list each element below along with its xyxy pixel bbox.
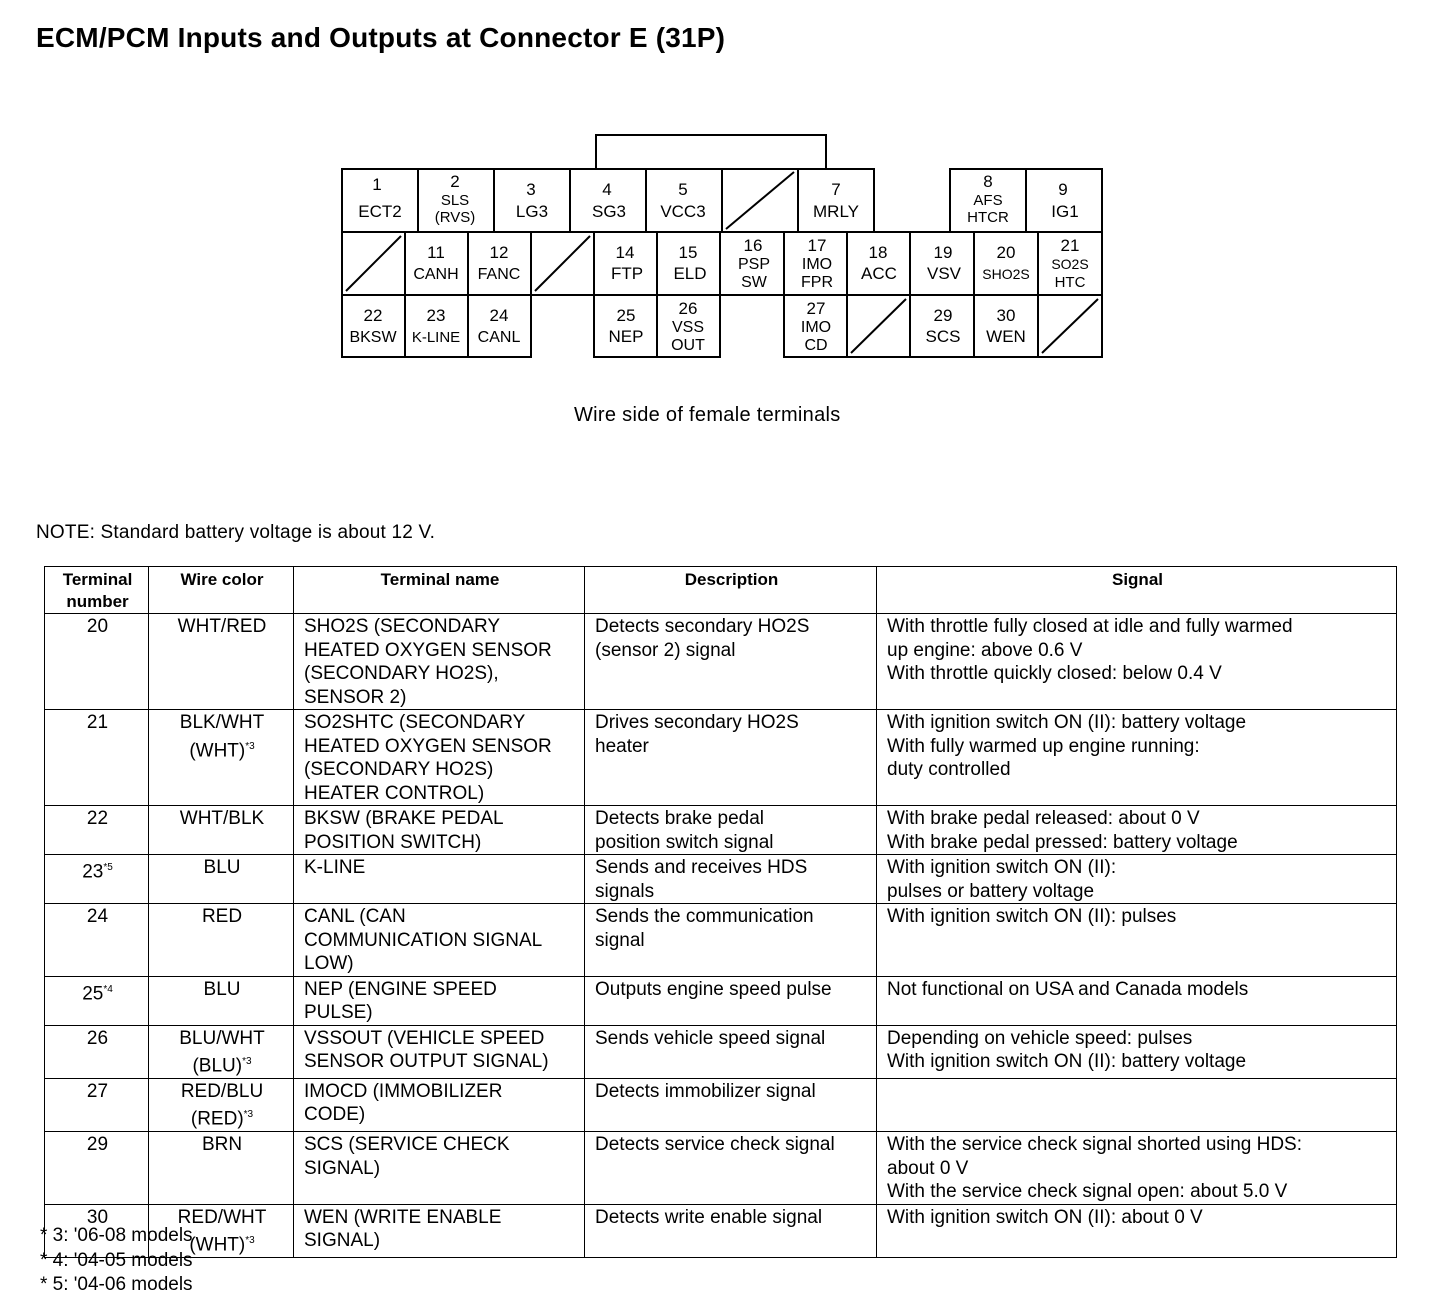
cell-terminal-name-text: SCS (SERVICE CHECK SIGNAL) — [304, 1134, 510, 1179]
pin-27-code: IMO — [800, 319, 832, 336]
cell-wire-color-text: BLU/WHT (BLU) — [179, 1027, 265, 1077]
table-row — [45, 614, 1397, 710]
footnote-marker: *3 — [243, 1109, 254, 1121]
pin-4-number: 4 — [602, 180, 612, 199]
pin-23-code: K-LINE — [411, 329, 461, 346]
table-header-row — [45, 567, 1397, 614]
cell-description — [585, 1078, 877, 1131]
pin-15-code: ELD — [673, 264, 707, 283]
cell-terminal-number — [45, 710, 149, 806]
cell-wire-color-text: BLU — [203, 978, 241, 1000]
pin-23-number: 23 — [426, 306, 446, 325]
cell-terminal-name — [294, 710, 585, 806]
cell-wire-color-text: RED/BLU (RED) — [180, 1080, 264, 1130]
cell-description — [585, 710, 877, 806]
table-row — [45, 976, 1397, 1025]
cell-description-text: Sends the communication signal — [595, 906, 814, 951]
pin-12-code: FANC — [477, 266, 521, 283]
pin-20-code: SHO2S — [982, 266, 1030, 282]
cell-signal — [877, 855, 1397, 904]
pin-8-number: 8 — [983, 172, 993, 191]
table-body — [45, 614, 1397, 1258]
cell-signal-text: Depending on vehicle speed: pulses With ignition switch ON (II): battery voltage — [887, 1027, 1247, 1072]
cell-terminal-name-text: VSSOUT (VEHICLE SPEED SENSOR OUTPUT SIGNAL) — [304, 1027, 549, 1072]
cell-terminal-number — [45, 1078, 149, 1131]
cell-description — [585, 806, 877, 855]
pin-8-code2: HTCR — [967, 209, 1009, 226]
cavity-11 — [405, 232, 468, 295]
pin-3-number: 3 — [526, 180, 536, 199]
cell-signal — [877, 904, 1397, 977]
cell-terminal-number-text: 20 — [86, 616, 109, 637]
pin-22-code: BKSW — [349, 329, 397, 346]
cell-description-text: Detects write enable signal — [595, 1206, 823, 1228]
cell-terminal-name — [294, 614, 585, 710]
pin-25-code: NEP — [608, 327, 644, 346]
cell-terminal-number-text: 29 — [86, 1134, 109, 1156]
cell-wire-color-text: BLU — [203, 857, 241, 878]
table-row — [45, 904, 1397, 977]
cell-terminal-number — [45, 1132, 149, 1205]
pin-7-code: MRLY — [813, 202, 859, 221]
cell-signal — [877, 614, 1397, 710]
cell-terminal-number — [45, 1025, 149, 1078]
connector-lock-tab — [596, 135, 826, 169]
footnote-3: * 3: '06-08 models — [40, 1225, 193, 1246]
cell-wire-color — [149, 1025, 294, 1078]
pin-19-code: VSV — [926, 264, 962, 283]
table-row — [45, 1078, 1397, 1131]
cell-terminal-name-text: SHO2S (SECONDARY HEATED OXYGEN SENSOR (SECONDARY HO2S), SENSOR 2) — [304, 616, 552, 708]
pin-26-code: VSS — [671, 319, 705, 336]
cell-signal — [877, 976, 1397, 1025]
cell-terminal-number-text: 25 — [82, 982, 104, 1004]
cell-terminal-name-text: BKSW (BRAKE PEDAL POSITION SWITCH) — [304, 808, 504, 853]
cell-terminal-number — [45, 904, 149, 977]
cell-terminal-number — [45, 976, 149, 1025]
cell-description-text: Drives secondary HO2S heater — [595, 712, 799, 757]
pin-30-number: 30 — [996, 306, 1016, 325]
pin-17-code: IMO — [801, 256, 833, 273]
pin-1-number: 1 — [372, 175, 382, 194]
cell-terminal-number-text: 30 — [86, 1206, 109, 1228]
pin-29-number: 29 — [933, 306, 953, 325]
cavity-22 — [342, 295, 405, 357]
cell-signal — [877, 1025, 1397, 1078]
footnote-5: * 5: '04-06 models — [40, 1274, 193, 1295]
pin-2-number: 2 — [450, 172, 460, 191]
cell-terminal-name-text: SO2SHTC (SECONDARY HEATED OXYGEN SENSOR (SECONDARY HO2S) HEATER CONTROL) — [304, 712, 552, 804]
pin-15-number: 15 — [678, 243, 698, 262]
pin-16-number: 16 — [743, 236, 763, 255]
pin-29-code: SCS — [925, 327, 961, 346]
table-row — [45, 1025, 1397, 1078]
cell-description-text: Outputs engine speed pulse — [595, 978, 832, 1000]
cell-terminal-name — [294, 855, 585, 904]
pin-25-number: 25 — [616, 306, 636, 325]
pin-3-code: LG3 — [515, 202, 549, 221]
cavity-4 — [570, 169, 646, 232]
cell-description — [585, 614, 877, 710]
cell-terminal-number-text: 26 — [86, 1027, 109, 1049]
cell-terminal-name — [294, 1025, 585, 1078]
cavity-9 — [1026, 169, 1102, 232]
cell-terminal-number-text: 24 — [86, 906, 109, 927]
cell-wire-color — [149, 976, 294, 1025]
header-terminal-name: Terminal name — [294, 567, 585, 614]
table-row — [45, 1132, 1397, 1205]
footnotes — [40, 1224, 193, 1298]
cell-signal — [877, 1078, 1397, 1131]
pin-11-code: CANH — [413, 266, 459, 283]
footnote-marker: *4 — [103, 983, 113, 995]
table-row — [45, 1204, 1397, 1257]
cell-wire-color-text: BLK/WHT (WHT) — [179, 712, 265, 761]
cell-wire-color-text: WHT/RED — [177, 616, 267, 637]
cell-terminal-number-text: 22 — [86, 808, 109, 829]
pin-21-number: 21 — [1060, 236, 1080, 255]
pin-17-number: 17 — [807, 236, 827, 255]
cell-description-text: Sends and receives HDS signals — [595, 857, 808, 902]
connector-caption: Wire side of female terminals — [574, 404, 841, 426]
io-table — [44, 566, 1397, 1258]
pin-26-number: 26 — [678, 299, 698, 318]
cell-terminal-name — [294, 904, 585, 977]
cavity-30 — [974, 295, 1038, 357]
cell-signal-text: With ignition switch ON (II): battery voltage With fully warmed up engine running: duty controlled — [887, 712, 1247, 780]
pin-9-code: IG1 — [1051, 202, 1079, 221]
cell-signal — [877, 806, 1397, 855]
pin-27-code2: CD — [804, 337, 828, 354]
cell-terminal-number — [45, 855, 149, 904]
cell-description — [585, 1204, 877, 1257]
header-terminal-number: Terminal number — [45, 567, 149, 614]
cell-wire-color — [149, 1078, 294, 1131]
pin-5-number: 5 — [678, 180, 688, 199]
cell-wire-color-text: BRN — [201, 1134, 243, 1156]
cell-terminal-number-text: 23 — [82, 861, 104, 883]
cell-description-text: Detects immobilizer signal — [595, 1080, 816, 1102]
cell-signal-text: With the service check signal shorted using HDS: about 0 V With the service check signal open: about 5.0 V — [887, 1134, 1303, 1203]
cell-terminal-name-text: IMOCD (IMMOBILIZER CODE) — [304, 1080, 503, 1126]
cell-wire-color-text: WHT/BLK — [179, 808, 265, 829]
cell-terminal-name — [294, 1078, 585, 1131]
cell-terminal-name-text: K-LINE — [304, 857, 366, 878]
pin-4-code: SG3 — [591, 202, 627, 221]
cell-terminal-number-text: 21 — [86, 712, 109, 733]
pin-16-code: PSP — [737, 256, 771, 273]
cell-terminal-name-text: NEP (ENGINE SPEED PULSE) — [304, 978, 497, 1023]
pin-7-number: 7 — [831, 180, 841, 199]
cell-terminal-name — [294, 976, 585, 1025]
pin-19-number: 19 — [933, 243, 953, 262]
pin-2-code2: (RVS) — [434, 209, 476, 226]
cell-wire-color — [149, 1132, 294, 1205]
battery-note: NOTE: Standard battery voltage is about 12 V. — [36, 522, 436, 543]
cell-wire-color — [149, 855, 294, 904]
pin-22-number: 22 — [363, 306, 383, 325]
cell-signal-text: With ignition switch ON (II): pulses or battery voltage — [887, 857, 1117, 902]
cell-wire-color — [149, 614, 294, 710]
cavity-29 — [910, 295, 974, 357]
cell-terminal-number — [45, 614, 149, 710]
pin-24-code: CANL — [477, 329, 521, 346]
cell-signal-text: With throttle fully closed at idle and fully warmed up engine: above 0.6 V With throttle quickly closed: below 0.4 V — [887, 616, 1293, 684]
pin-27-number: 27 — [806, 299, 826, 318]
pin-14-number: 14 — [615, 243, 635, 262]
cell-terminal-name — [294, 1204, 585, 1257]
cavity-25 — [594, 295, 657, 357]
pin-8-code: AFS — [973, 192, 1003, 209]
table-row — [45, 710, 1397, 806]
cell-wire-color — [149, 904, 294, 977]
pin-20-number: 20 — [996, 243, 1016, 262]
connector-diagram — [0, 0, 1440, 400]
table-row — [45, 855, 1397, 904]
cavity-5 — [646, 169, 722, 232]
cell-terminal-name-text: CANL (CAN COMMUNICATION SIGNAL LOW) — [304, 906, 543, 974]
cell-wire-color-text: RED — [201, 906, 243, 927]
pin-21-code: SO2S — [1051, 256, 1089, 272]
cell-terminal-name — [294, 806, 585, 855]
pin-21-code2: HTC — [1054, 274, 1086, 291]
cell-signal-text: Not functional on USA and Canada models — [887, 978, 1249, 1000]
cell-wire-color — [149, 710, 294, 806]
pin-14-code: FTP — [610, 264, 644, 283]
header-signal: Signal — [877, 567, 1397, 614]
cell-description — [585, 855, 877, 904]
cavity-23 — [405, 295, 468, 357]
cell-description — [585, 1132, 877, 1205]
cell-description-text: Detects secondary HO2S (sensor 2) signal — [595, 616, 810, 661]
page-title: ECM/PCM Inputs and Outputs at Connector E (31P) — [36, 22, 726, 53]
header-wire-color: Wire color — [149, 567, 294, 614]
cell-description-text: Sends vehicle speed signal — [595, 1027, 826, 1049]
footnote-marker: *3 — [245, 740, 255, 752]
footnote-marker: *5 — [103, 862, 113, 873]
cell-signal — [877, 1204, 1397, 1257]
cavity-20 — [974, 232, 1038, 295]
cell-terminal-number-text: 27 — [86, 1080, 109, 1102]
cavity-3 — [494, 169, 570, 232]
cell-signal-text: With ignition switch ON (II): about 0 V — [887, 1206, 1203, 1228]
cell-signal-text: With brake pedal released: about 0 V With brake pedal pressed: battery voltage — [887, 808, 1238, 853]
pin-12-number: 12 — [489, 243, 509, 262]
table-row — [45, 806, 1397, 855]
cavity-24 — [468, 295, 531, 357]
footnote-4: * 4: '04-05 models — [40, 1249, 193, 1271]
cavity-7 — [798, 169, 874, 232]
pin-18-code: ACC — [861, 264, 897, 283]
footnote-marker: *3 — [245, 1235, 255, 1247]
footnote-marker: *3 — [242, 1056, 252, 1067]
pin-17-code2: FPR — [801, 274, 833, 291]
pin-11-number: 11 — [427, 243, 445, 262]
pin-1-code: ECT2 — [358, 202, 402, 221]
cell-description-text: Detects brake pedal position switch signal — [595, 808, 774, 853]
cell-wire-color-text: RED/WHT (WHT) — [177, 1206, 267, 1256]
cell-terminal-number — [45, 806, 149, 855]
header-description: Description — [585, 567, 877, 614]
cell-wire-color — [149, 806, 294, 855]
cell-signal — [877, 1132, 1397, 1205]
pin-30-code: WEN — [986, 327, 1026, 346]
cell-description — [585, 904, 877, 977]
cell-terminal-name-text: WEN (WRITE ENABLE SIGNAL) — [304, 1206, 502, 1252]
pin-5-code: VCC3 — [660, 202, 706, 221]
cavity-12 — [468, 232, 531, 295]
cell-description — [585, 976, 877, 1025]
pin-9-number: 9 — [1058, 180, 1068, 199]
pin-24-number: 24 — [489, 306, 509, 325]
cell-signal — [877, 710, 1397, 806]
pin-18-number: 18 — [868, 243, 888, 262]
pin-2-code: SLS — [440, 192, 470, 209]
pin-16-code2: SW — [741, 274, 767, 291]
cell-description — [585, 1025, 877, 1078]
pin-26-code2: OUT — [671, 337, 705, 354]
cell-signal-text: With ignition switch ON (II): pulses — [887, 906, 1177, 927]
cell-description-text: Detects service check signal — [595, 1134, 835, 1156]
cell-terminal-name — [294, 1132, 585, 1205]
